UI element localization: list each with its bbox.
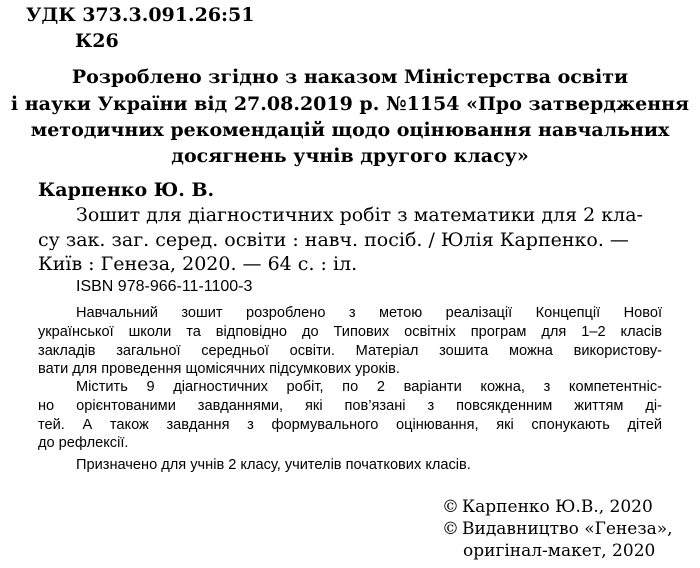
annotation-p2-line: Містить 9 діагностичних робіт, по 2 варіанти кожна, з компетентніс- [76,379,662,395]
bibliographic-line-3: Київ : Генеза, 2020. — 64 с. : іл. [38,253,358,275]
isbn: ISBN 978-966-11-1100-3 [76,278,253,295]
annotation-paragraph-3 [38,456,662,475]
bibliographic-line-2: су зак. заг. серед. освіти : навч. посіб. / Юлія Карпенко. — [38,229,629,251]
copyright-symbol: © [442,519,459,539]
annotation-p1-line: вати для проведення щомісячних підсумкових уроків. [38,361,400,378]
bbk-code: К26 [75,30,119,52]
annotation-p2-line: тей. А також завдання з формувального оцінювання, які спонукають дітей [38,416,662,433]
annotation-p3-line: Призначено для учнів 2 класу, учителів початкових класів. [76,457,471,473]
annotation-p1-line: української школи та відповідно до Типових освітніх програм для 1–2 класів [38,323,662,340]
ministry-notice-line-1: Розроблено згідно з наказом Міністерства освіти [71,66,629,88]
copyright-author-text: Карпенко Ю.В., 2020 [462,497,653,517]
author-heading: Карпенко Ю. В. [38,179,215,201]
annotation-p1-line: закладів загальної середньої освіти. Матеріал зошита можна використову- [38,342,662,359]
bibliographic-line-1: Зошит для діагностичних робіт з математики для 2 кла- [76,204,643,226]
copyright-publisher [442,519,673,540]
annotation-paragraph-2 [38,378,662,453]
udk-code: УДК 373.3.091.26:51 [26,4,255,26]
ministry-notice-line-2: і науки України від 27.08.2019 р. №1154 «Про затвердження [10,93,690,115]
ministry-notice-line-3: методичних рекомендацій щодо оцінювання навчальних [30,119,670,141]
annotation-p1-line: Навчальний зошит розроблено з метою реалізації Концепції Нової [76,305,662,321]
copyright-publisher-text: Видавництво «Генеза», [462,519,673,539]
copyright-author [442,497,653,518]
annotation-p2-line: до рефлексії. [38,435,129,452]
annotation-paragraph-1 [38,304,662,379]
ministry-notice-line-4: досягнень учнів другого класу» [171,145,529,167]
copyright-layout: оригінал-макет, 2020 [463,541,656,561]
annotation-p2-line: но орієнтованими завданнями, які пов’язані з повсякденним життям ді- [38,397,662,414]
copyright-symbol: © [442,497,459,517]
